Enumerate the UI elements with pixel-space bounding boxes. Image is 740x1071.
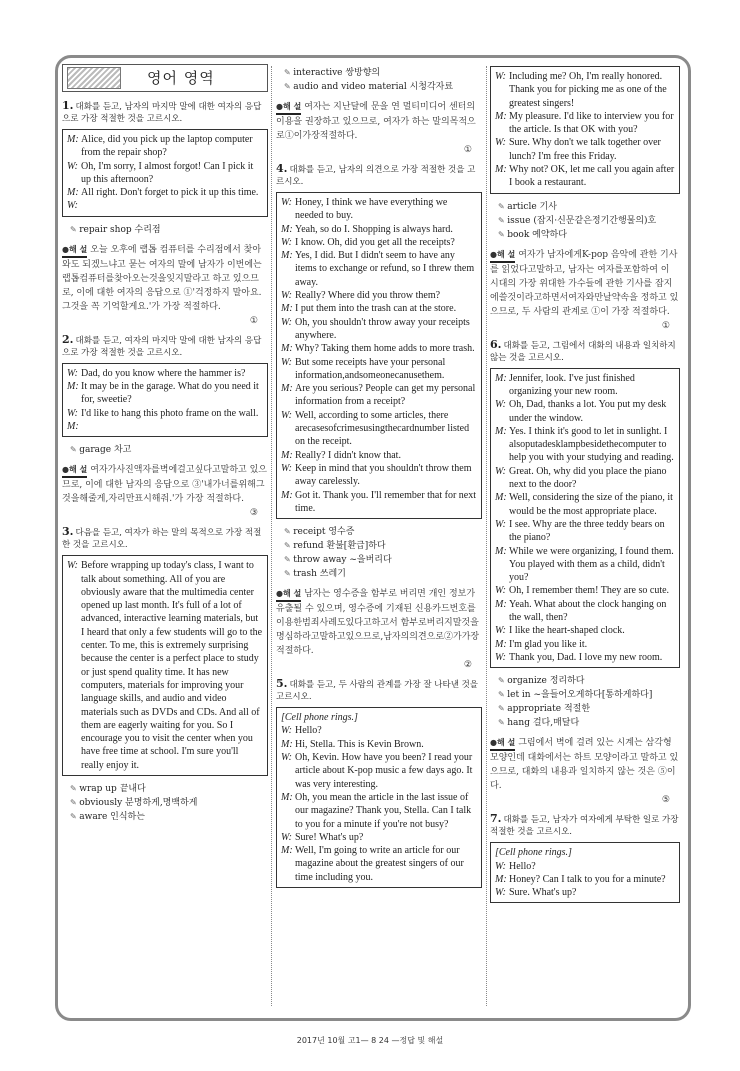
speaker: W: [67,407,79,419]
dialogue-line [67,160,263,187]
utterance: Hello? [509,860,536,872]
answer-mark: ③ [249,508,258,519]
question-number: 7. [490,812,502,826]
question-text: 대화를 듣고, 남자가 여자에게 부탁한 일로 가장 적절한 것을 고르시오. [490,815,679,838]
utterance: Oh, I remember them! They are so cute. [509,585,670,597]
section-title: 영어 영역 [147,68,215,87]
explanation-text: 여자가 남자에게K-pop 음악에 관한 기사를 읽었다고말하고, 남자는 여자를포함하여 이 시대의 가장 위대한 가수들에 관한 기사를 잡지에쓸것이라고하면서여자와만날약속을 정하고 있으므로, 두 사람의 관계로 ①이 가장 적절하다. [490,249,679,317]
speaker: W: [281,462,293,474]
speaker: W: [495,71,507,82]
dialogue-line [495,110,675,137]
explanation-text: 여자는 지난달에 문을 연 멀티미디어 센터의 이용을 권장하고 있으므로, 여자가 하는 말의목적으로①이가장적절하다. [276,102,476,141]
speaker: M: [495,372,507,384]
vocab-item: ✎ garage 차고 [70,443,268,457]
speaker: W: [495,399,507,411]
speaker: M: [281,738,293,750]
dialogue-line [495,886,675,899]
vocab-item: ✎ interactive 쌍방향의 [284,66,482,80]
question-number: 5. [276,677,288,691]
speaker: W: [495,518,507,530]
question-number: 4. [276,162,288,175]
column-divider [486,66,487,1006]
utterance: I'd like to hang this photo frame on the wall. [81,407,259,419]
speaker: W: [495,465,507,477]
dialogue-line [281,382,477,409]
utterance [81,199,263,212]
notebook-icon [67,67,121,89]
dialogue-line [281,409,477,449]
question-text: 대화를 듣고, 남자의 마지막 말에 대한 여자의 응답으로 가장 적절한 것을 고르시오. [62,102,262,124]
utterance: I see. Why are the three teddy bears on the piano? [509,518,665,544]
dialogue-line [281,844,477,884]
utterance: Well, according to some articles, there arecasesofcrimesusingthecardnumber listed on the receipt. [295,409,470,448]
speaker: W: [281,752,293,764]
question-prompt [62,334,268,359]
dialogue-line [281,289,477,302]
utterance: Well, considering the size of the piano, it would be the most appropriate place. [509,492,673,517]
dialogue-line [495,584,675,597]
explanation [62,462,268,520]
speaker: W: [281,831,293,843]
speaker: W: [281,197,293,208]
utterance: Dad, do you know where the hammer is? [81,367,246,379]
dialogue-line [281,449,477,462]
dialogue-line [281,751,477,791]
column-1 [62,64,268,824]
dialogue-line [67,559,263,772]
utterance: All right. Don't forget to pick it up this time. [81,187,259,199]
utterance: Before wrapping up today's class, I want to talk about something. All of you are obviously aware that the multimedia center opened up last month. It's full of a lot of advanced, interactive learning materials, but I heard that only a few students will go to the center. To me, this is extremely surprising because the center is a perfect place to study or just spend quality time. It has new computers, materials for improving your language skills, and audio and video materials such as DVDs and CDs. And all of them are eagerly waiting for you. So I encourage you to visit the center when you have free time at school. I'm sure you'll really enjoy it. [81,560,263,771]
dialogue-line [281,342,477,355]
explanation-badge-icon: ●해 설 [276,99,301,115]
vocab-list [284,525,482,581]
vocab-item: ✎ organize 정리하다 [498,674,680,688]
speaker: M: [67,187,79,199]
speaker: W: [495,625,507,637]
speaker: W: [495,860,507,872]
vocab-item: ✎ wrap up 끝내다 [70,782,268,796]
utterance: Why not? OK, let me call you again after I book a restaurant. [509,164,675,189]
speaker: M: [495,873,507,885]
explanation [276,586,482,672]
question-text: 대화를 듣고, 그림에서 대화의 내용과 일치하지 않는 것을 고르시오. [490,340,676,363]
explanation-badge-icon: ●해 설 [62,462,87,478]
vocab-item: ✎ book 예약하다 [498,228,680,242]
speaker: M: [495,492,507,504]
speaker: M: [281,250,293,262]
utterance: Honey? Can I talk to you for a minute? [509,873,666,885]
question-7 [490,813,680,903]
vocab-list [284,66,482,94]
utterance: Really? I didn't know that. [295,449,401,461]
question-3 [62,526,268,824]
dialogue-line [495,491,675,518]
dialogue-box [490,66,680,194]
dialogue-line [495,425,675,465]
dialogue-line [67,380,263,407]
speaker: W: [495,651,507,663]
speaker: M: [281,489,293,501]
speaker: W: [67,200,79,212]
speaker: W: [281,356,293,368]
question-1 [62,100,268,328]
speaker: M: [495,164,507,176]
answer-mark: ① [249,315,258,326]
utterance: Got it. Thank you. I'll remember that for next time. [295,489,477,514]
answer-mark: ① [463,145,472,155]
vocab-item: ✎ refund 환불[환급]하다 [284,539,482,553]
question-2 [62,334,268,520]
speaker: M: [281,791,293,803]
vocab-list [70,443,268,457]
dialogue-line [495,545,675,585]
speaker: M: [67,134,79,145]
dialogue-line [495,651,675,664]
dialogue-line [281,196,477,223]
dialogue-line [281,249,477,289]
explanation-text: 오늘 오후에 랩톱 컴퓨터를 수리점에서 찾아와도 되겠느냐고 묻는 여자의 말에 남자가 이번에는랩톱컴퓨터를찾아오는것을잊지말라고 하고 있으므로, 이에 대한 여자의 응답으로 ①'걱정하지 말아요. 그것을 꼭 기억할게요.'가 가장 적절하다. [62,244,262,312]
speaker: W: [67,367,79,379]
utterance: It may be in the garage. What do you need it for, sweetie? [81,381,259,406]
answer-mark: ① [661,320,670,331]
dialogue-line [281,791,477,831]
speaker: W: [495,887,507,899]
dialogue-line [495,860,675,873]
question-number: 6. [490,337,502,351]
utterance: Thank you, Dad. I love my new room. [509,651,663,663]
speaker: M: [67,381,79,393]
utterance: Hi, Stella. This is Kevin Brown. [295,738,424,750]
dialogue-line [495,624,675,637]
speaker: M: [495,545,507,557]
utterance: I put them into the trash can at the store. [295,303,457,315]
dialogue-line [67,367,263,380]
explanation-badge-icon: ●해 설 [62,242,87,258]
speaker: M: [495,638,507,650]
question-text: 대화를 듣고, 남자의 의견으로 가장 적절한 것을 고르시오. [276,165,476,187]
utterance: Hello? [295,725,322,737]
vocab-list [498,200,680,242]
dialogue-line [281,462,477,489]
utterance: Alice, did you pick up the laptop computer from the repair shop? [81,134,253,159]
explanation-text: 그림에서 벽에 걸려 있는 시계는 삼각형 모양인데 대화에서는 하트 모양이라고 말하고 있으므로, 대화의 내용과 일치하지 않는 것은 ⑤이다. [490,738,679,792]
speaker: M: [281,449,293,461]
speaker: W: [495,585,507,597]
utterance: Including me? Oh, I'm really honored. Thank you for picking me as one of the greatest singers! [509,71,667,109]
dialogue-line [495,598,675,625]
utterance: Sure. What's up? [509,887,577,899]
column-2 [276,64,482,894]
dialogue-line [281,489,477,516]
dialogue-box [62,129,268,217]
dialogue-line [281,223,477,236]
answer-mark: ② [463,660,472,671]
dialogue-line [67,199,263,212]
vocab-list [70,223,268,237]
dialogue-line [67,133,263,160]
dialogue-line [67,407,263,420]
vocab-item: ✎ let in ~을들어오게하다[통하게하다] [498,688,680,702]
speaker: W: [281,290,293,302]
dialogue-line [495,70,675,110]
utterance: My pleasure. I'd like to interview you for the article. Is that OK with you? [509,110,674,136]
question-text: 대화를 듣고, 두 사람의 관계를 가장 잘 나타낸 것을 고르시오. [276,680,479,703]
dialogue-line [495,465,675,492]
dialogue-line [281,738,477,751]
utterance: Sure. Why don't we talk together over lunch? I'm free this Friday. [509,137,661,162]
speaker: M: [495,425,507,437]
dialogue-box [62,555,268,776]
utterance: Well, I'm going to write an article for our magazine about the greatest singers of our time including you. [295,845,464,883]
explanation [62,242,268,328]
explanation [276,99,482,157]
section-header [62,64,268,92]
utterance: Yeah, so do I. Shopping is always hard. [295,223,453,235]
utterance: I'm glad you like it. [509,638,588,650]
utterance: Yeah. What about the clock hanging on the wall, then? [509,598,667,624]
dialogue-line [495,518,675,545]
question-number: 2. [62,332,74,346]
vocab-item: ✎ appropriate 적절한 [498,702,680,716]
dialogue-line [495,372,675,399]
speaker: M: [281,343,293,355]
dialogue-box [276,192,482,519]
dialogue-box [62,363,268,437]
utterance: Why? Taking them home adds to more trash. [295,343,475,355]
question-text: 다음을 듣고, 여자가 하는 말의 목적으로 가장 적절한 것을 고르시오. [62,528,262,551]
vocab-item: ✎ trash 쓰레기 [284,567,482,581]
utterance: Are you serious? People can get my personal information from a receipt? [295,383,476,408]
speaker: W: [67,160,79,172]
dialogue-line [495,163,675,190]
dialogue-line [281,302,477,315]
vocab-item: ✎ aware 인식하는 [70,810,268,824]
question-6 [490,339,680,808]
utterance: Yes, I did. But I didn't seem to have any items to exchange or refund, so I threw them away. [295,250,475,288]
dialogue-line [495,873,675,886]
question-prompt [490,813,680,838]
utterance: Sure! What's up? [295,831,364,843]
question-prompt [490,339,680,364]
answer-mark: ⑤ [661,795,670,806]
utterance: Great. Oh, why did you place the piano next to the door? [509,465,667,491]
question-4 [276,163,482,672]
explanation [490,247,680,333]
stage-direction: [Cell phone rings.] [281,712,358,724]
vocab-item: ✎ obviously 분명하게,명백하게 [70,796,268,810]
vocab-item: ✎ throw away ~을버리다 [284,553,482,567]
speaker: M: [281,303,293,315]
explanation [490,735,680,807]
dialogue-box [490,368,680,669]
vocab-item: ✎ audio and video material 시청각자료 [284,80,482,94]
question-prompt [62,100,268,125]
utterance: Oh, you mean the article in the last issue of our magazine? Thank you, Stella. Can I talk to you for a minute if you're not busy? [295,791,472,830]
dialogue-box [276,707,482,888]
utterance: I like the heart-shaped clock. [509,625,625,637]
utterance: I know. Oh, did you get all the receipts? [295,236,455,248]
dialogue-line [67,420,263,433]
speaker: M: [67,420,79,432]
utterance: But some receipts have your personal information,andsomeonecanusethem. [295,356,446,381]
question-5 [276,678,482,888]
dialogue-box [490,842,680,903]
speaker: W: [281,725,293,737]
question-text: 대화를 듣고, 여자의 마지막 말에 대한 남자의 응답으로 가장 적절한 것을 고르시오. [62,335,262,358]
explanation-badge-icon: ●해 설 [490,735,515,751]
utterance: Really? Where did you throw them? [295,290,441,302]
vocab-item: ✎ issue (잡지·신문같은정기간행물의)호 [498,214,680,228]
dialogue-line [67,186,263,199]
utterance: Keep in mind that you shouldn't throw them away carelessly. [295,462,472,488]
question-prompt [62,526,268,551]
speaker: M: [281,223,293,235]
dialogue-line [281,316,477,343]
dialogue-line [281,356,477,383]
speaker: M: [495,110,507,122]
question-number: 3. [62,525,74,539]
vocab-list [70,782,268,824]
utterance: While we were organizing, I found them. You played with them as a child, didn't you? [509,545,674,584]
utterance [81,420,263,433]
column-3 [490,64,680,909]
utterance: Honey, I think we have everything we needed to buy. [295,197,448,222]
utterance: Oh, Dad, thanks a lot. You put my desk under the window. [509,399,667,424]
vocab-item: ✎ receipt 영수증 [284,525,482,539]
utterance: Oh, Kevin. How have you been? I read your article about K-pop music a few days ago. It was very interesting. [295,752,473,790]
dialogue-line [495,136,675,163]
question-number: 1. [62,99,74,112]
speaker: M: [281,845,293,857]
dialogue-line [495,398,675,425]
explanation-badge-icon: ●해 설 [276,586,301,602]
question-prompt [276,678,482,703]
dialogue-line [495,638,675,651]
speaker: W: [495,137,507,149]
speaker: W: [67,560,79,572]
dialogue-line [281,724,477,737]
question-prompt [276,163,482,188]
speaker: W: [281,316,293,328]
speaker: M: [281,383,293,395]
vocab-item: ✎ hang 걸다,매달다 [498,716,680,730]
vocab-list [498,674,680,730]
speaker: M: [495,598,507,610]
dialogue-line [281,236,477,249]
explanation-text: 남자는 영수증을 함부로 버리면 개인 정보가 유출될 수 있으며, 영수증에 기재된 신용카드번호를이용한범죄사례도있다고하고서 함부로버리지말것을명심하라고말하고있으므로,남자의의견으로②가가장적절하다. [276,589,480,657]
utterance: Oh, I'm sorry, I almost forgot! Can I pick it up this afternoon? [81,160,254,185]
utterance: Oh, you shouldn't throw away your receipts anywhere. [295,316,470,341]
explanation-text: 여자가사진액자를벽에걸고싶다고말하고 있으므로, 이에 대한 남자의 응답으로 ③'내가너를위해그것을해줄게,자리만표시해줘.'가 가장 적절하다. [62,465,267,505]
speaker: W: [281,236,293,248]
stage-direction: [Cell phone rings.] [495,847,572,859]
page-footer: 2017년 10월 고1— 8 24 —정답 및 해설 [296,1036,444,1045]
vocab-item: ✎ repair shop 수리점 [70,223,268,237]
utterance: Yes. I think it's good to let in sunlight. I alsoputadesklampbesidethecomputer to help you with your studying and reading. [509,425,674,464]
dialogue-line [281,831,477,844]
column-divider [271,66,272,1006]
utterance: Jennifer, look. I've just finished organizing your new room. [509,372,635,397]
explanation-badge-icon: ●해 설 [490,247,515,263]
speaker: W: [281,409,293,421]
vocab-item: ✎ article 기사 [498,200,680,214]
